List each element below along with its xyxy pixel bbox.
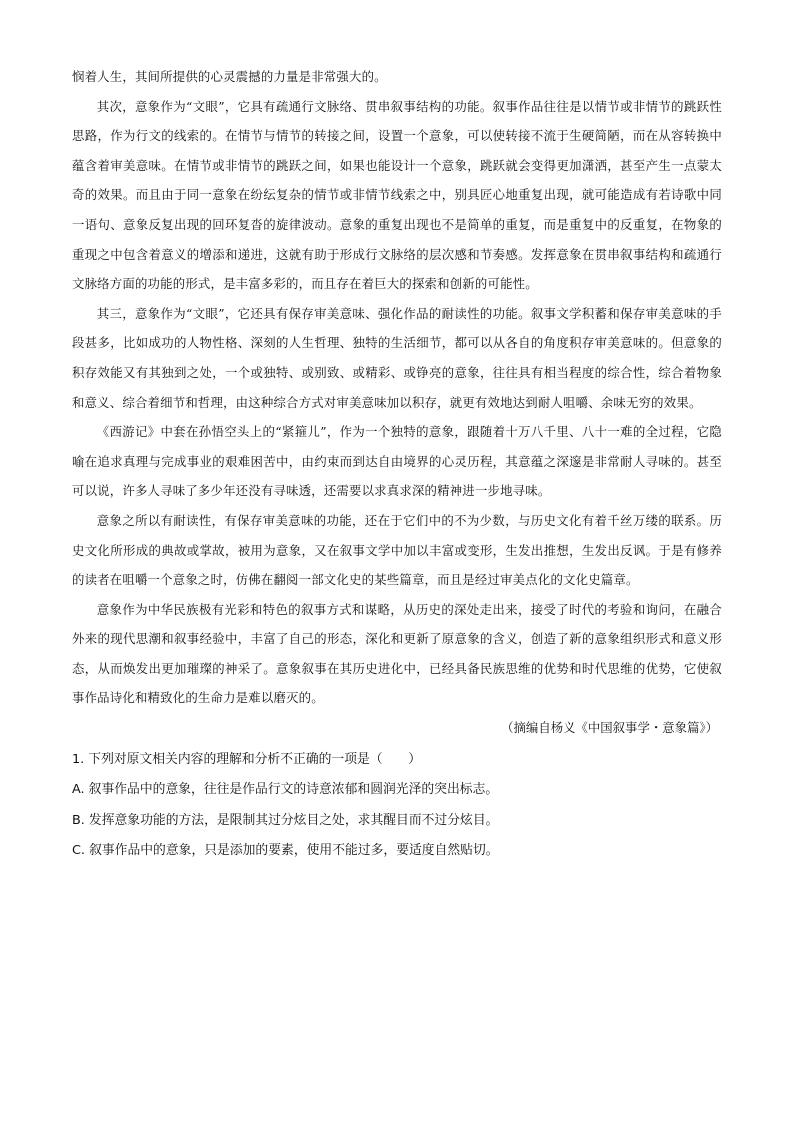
option-c: C. 叙事作品中的意象，只是添加的要素，使用不能过多，要适度自然贴切。 [72, 843, 499, 859]
option-a: A. 叙事作品中的意象，往往是作品行文的诗意浓郁和圆润光泽的突出标志。 [72, 782, 499, 798]
passage-paragraph-3: 其三，意象作为“文眼”，它还具有保存审美意味、强化作品的耐读性的功能。叙事文学积蓄和保存审美意味的手段甚多，比如成功的人物性格、深刻的人生哲理、独特的生活细节，都可以从各自的角度积存审美意味的。但意象的积存效能又有其独到之处，一个或独特、或别致、或精彩、或铮亮的意象，往往具有相当程度的综合性，综合着物象和意义、综合着细节和哲理，由这种综合方式对审美意味加以积存，就更有效地达到耐人咀嚼、余味无穷的效果。 [72, 305, 722, 410]
passage-paragraph-1: 悯着人生，其间所提供的心灵震撼的力量是非常强大的。 [72, 69, 387, 84]
passage-paragraph-6: 意象作为中华民族极有光彩和特色的叙事方式和谋略，从历史的深处走出来，接受了时代的考验和询问，在融合外来的现代思潮和叙事经验中，丰富了自己的形态，深化和更新了原意象的含义，创造了新的意象组织形式和意义形态，从而焕发出更加璀璨的神采了。意象叙事在其历史进化中，已经具备民族思维的优势和时代思维的优势，它使叙事作品诗化和精致化的生命力是难以磨灭的。 [72, 601, 722, 706]
option-b: B. 发挥意象功能的方法，是限制其过分炫目之处，求其醒目而不过分炫目。 [72, 812, 499, 828]
passage [72, 62, 722, 743]
passage-paragraph-4: 《西游记》中套在孙悟空头上的“紧箍儿”，作为一个独特的意象，跟随着十万八千里、八十一难的全过程，它隐喻在追求真理与完成事业的艰难困苦中，由约束而到达自由境界的心灵历程，其意蕴之深邃是非常耐人寻味的。甚至可以说，许多人寻味了多少年还没有寻味透，还需要以求真求深的精神进一步地寻味。 [72, 424, 722, 499]
passage-source: （摘编自杨义《中国叙事学・意象篇》） [501, 720, 718, 736]
question-stem: 1. 下列对原文相关内容的理解和分析不正确的一项是（ ） [72, 751, 421, 767]
question-1 [72, 745, 722, 867]
passage-paragraph-2: 其次，意象作为“文眼”，它具有疏通行文脉络、贯串叙事结构的功能。叙事作品往往是以情节或非情节的跳跃性思路，作为行文的线索的。在情节与情节的转接之间，设置一个意象，可以使转接不流于生硬简陋，而在从容转换中蕴含着审美意味。在情节或非情节的跳跃之间，如果也能设计一个意象，跳跃就会变得更加潇洒，甚至产生一点蒙太奇的效果。而且由于同一意象在纷纭复杂的情节或非情节线索之中，别具匠心地重复出现，就可能造成有若诗歌中同一语句、意象反复出现的回环复沓的旋律波动。意象的重复出现也不是简单的重复，而是重复中的反重复，在物象的重现之中包含着意义的增添和递进，这就有助于形成行文脉络的层次感和节奏感。发挥意象在贯串叙事结构和疏通行文脉络方面的功能的形式，是丰富多彩的，而且存在着巨大的探索和创新的可能性。 [72, 98, 722, 292]
passage-paragraph-5: 意象之所以有耐读性，有保存审美意味的功能，还在于它们中的不为少数，与历史文化有着千丝万缕的联系。历史文化所形成的典故或掌故，被用为意象，又在叙事文学中加以丰富或变形，生发出推想，生发出反讽。于是有修养的读者在咀嚼一个意象之时，仿佛在翻阅一部文化史的某些篇章，而且是经过审美点化的文化史篇章。 [72, 512, 722, 588]
